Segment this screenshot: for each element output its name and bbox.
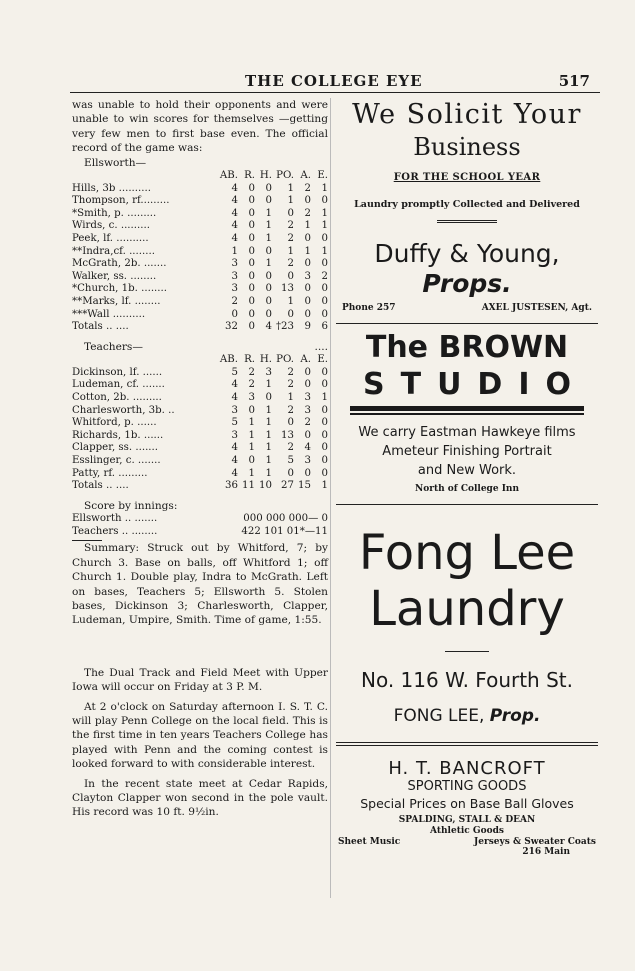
stat-cell: 0 <box>287 270 294 282</box>
stat-cell: 0 <box>321 366 328 378</box>
stat-cell: 0 <box>304 195 311 207</box>
innings-line: 000 000 000— 0 <box>243 513 328 525</box>
stat-cell: 3 <box>231 258 238 270</box>
totals-label: Totals .. .... <box>72 480 129 492</box>
stat-cell: 3 <box>304 404 311 416</box>
innings-line: 422 101 01*—11 <box>241 525 328 537</box>
stat-cell: 0 <box>321 454 328 466</box>
ad-service-line: Laundry promptly Collected and Delivered <box>354 199 580 210</box>
box-header-cell: E. <box>317 170 328 182</box>
stat-cell: 0 <box>248 207 255 219</box>
fong-prop-suffix: Prop. <box>489 705 541 726</box>
stat-cell: 0 <box>321 283 328 295</box>
stat-cell: 0 <box>248 245 255 257</box>
studio-line-3: and New Work. <box>417 462 517 478</box>
stat-cell: 1 <box>304 245 311 257</box>
stat-cell: 0 <box>321 429 328 441</box>
fong-title-1: Fong Lee <box>358 524 576 581</box>
stat-cell: 0 <box>287 467 294 479</box>
ad-separator <box>336 504 598 505</box>
stat-cell: 4 <box>231 207 238 219</box>
stat-cell: 1 <box>287 391 294 403</box>
player-name: Wirds, c. ......... <box>72 220 150 232</box>
stat-cell: 2 <box>287 220 294 232</box>
studio-line-1: We carry Eastman Hawkeye films <box>358 424 576 440</box>
stat-cell: 1 <box>248 442 255 454</box>
fong-rule <box>445 651 489 652</box>
team-label: Ellsworth— <box>84 156 147 169</box>
stat-cell: 0 <box>248 270 255 282</box>
right-column <box>336 98 598 858</box>
totals-cell: 32 <box>225 321 238 333</box>
box-player-row <box>72 379 328 392</box>
stat-cell: 0 <box>321 233 328 244</box>
stat-cell: 1 <box>265 429 272 441</box>
stat-cell: 1 <box>287 195 294 207</box>
stat-cell: 4 <box>231 391 238 403</box>
stat-cell: 1 <box>265 404 272 416</box>
box-score <box>72 156 328 539</box>
news-paragraph-1: The Dual Track and Field Meet with Upper Iowa will occur on Friday at 3 P. M. <box>72 666 328 694</box>
totals-cell: †23 <box>275 321 294 333</box>
team-name: Teachers— <box>84 340 143 353</box>
box-totals-row <box>72 321 328 334</box>
totals-cell: 1 <box>321 480 328 492</box>
stat-cell: 0 <box>321 442 328 454</box>
ad-separator-thin <box>336 745 598 746</box>
stat-cell: 1 <box>321 207 328 219</box>
stat-cell: 0 <box>287 417 294 429</box>
stat-cell: 2 <box>287 258 294 270</box>
stat-cell: 0 <box>287 308 294 320</box>
box-player-row <box>72 405 328 418</box>
player-name: Peek, lf. .......... <box>72 233 149 244</box>
box-player-row <box>72 271 328 284</box>
stat-cell: 3 <box>231 270 238 282</box>
box-header-blank <box>72 354 220 367</box>
stat-cell: 0 <box>304 308 311 320</box>
box-header-cell: A. <box>300 354 311 366</box>
fong-prop-name: FONG LEE, <box>393 705 485 726</box>
totals-cell: 4 <box>265 321 272 333</box>
stat-cell: 2 <box>287 233 294 244</box>
stat-cell: 0 <box>248 182 255 194</box>
game-summary: Summary: Struck out by Whitford, 7; by Church 3. Base on balls, off Whitford 1; off Church 1. Double play, Indra to McGrath. Left on bases, Teachers 5; Ellsworth 5. Stolen bases, Dickinson 3; Charlesworth, Clapper, Ludeman, Umpire, Smith. Time of game, 1:55. <box>72 542 328 627</box>
box-header-cell: H. <box>259 170 272 182</box>
stat-cell: 2 <box>231 295 238 307</box>
box-score-table <box>72 354 328 493</box>
stat-cell: 0 <box>248 454 255 466</box>
player-name: **Indra,cf. ........ <box>72 245 155 257</box>
player-name: *Church, 1b. ........ <box>72 283 168 295</box>
stat-cell: 0 <box>287 207 294 219</box>
stat-cell: 0 <box>265 391 272 403</box>
stat-cell: 4 <box>231 454 238 466</box>
stat-cell: 2 <box>304 417 311 429</box>
stat-cell: 4 <box>231 182 238 194</box>
box-player-row <box>72 468 328 481</box>
box-header-cell: A. <box>300 170 311 182</box>
stat-cell: 0 <box>248 258 255 270</box>
left-column <box>72 98 328 820</box>
stat-cell: 0 <box>265 195 272 207</box>
innings-score <box>72 513 328 538</box>
stat-cell: 0 <box>321 404 328 416</box>
ad-double-rule <box>437 220 497 225</box>
stat-cell: 4 <box>231 467 238 479</box>
box-header-cell: PO. <box>276 354 294 366</box>
box-player-row <box>72 220 328 233</box>
stat-cell: 0 <box>321 195 328 207</box>
stat-cell: 4 <box>231 442 238 454</box>
stat-cell: 0 <box>304 233 311 244</box>
box-player-row <box>72 430 328 443</box>
stat-cell: 1 <box>321 245 328 257</box>
box-player-row <box>72 455 328 468</box>
studio-title: The BROWN <box>365 330 569 365</box>
player-name: Cotton, 2b. ......... <box>72 391 162 403</box>
player-name: ***Wall .......... <box>72 308 146 320</box>
ad-subtitle: FOR THE SCHOOL YEAR <box>393 172 541 183</box>
studio-ad <box>336 330 598 494</box>
stat-cell: 1 <box>321 182 328 194</box>
stat-cell: 1 <box>287 245 294 257</box>
page-header <box>70 72 600 94</box>
stat-cell: 0 <box>321 417 328 429</box>
player-name: Esslinger, c. ....... <box>72 454 161 466</box>
stat-cell: 13 <box>281 283 294 295</box>
stat-cell: 1 <box>248 467 255 479</box>
box-score-table <box>72 170 328 334</box>
player-name: Richards, 1b. ...... <box>72 429 164 441</box>
stat-cell: 0 <box>304 283 311 295</box>
stat-cell: 0 <box>248 308 255 320</box>
player-name: Charlesworth, 3b. .. <box>72 404 175 416</box>
box-player-row <box>72 208 328 221</box>
player-name: **Marks, lf. ........ <box>72 295 161 307</box>
box-header-cell: H. <box>259 354 272 366</box>
stat-cell: 3 <box>231 283 238 295</box>
stat-cell: 0 <box>231 308 238 320</box>
ad-separator <box>336 742 598 743</box>
stat-cell: 0 <box>321 379 328 391</box>
stat-cell: 2 <box>287 379 294 391</box>
stat-cell: 1 <box>265 258 272 270</box>
box-player-row <box>72 283 328 296</box>
stat-cell: 0 <box>304 379 311 391</box>
box-header-cell: AB. <box>219 354 238 366</box>
totals-label: Totals .. .... <box>72 321 129 333</box>
stat-cell: 0 <box>265 308 272 320</box>
studio-bar-thin <box>350 413 584 415</box>
stat-cell: 1 <box>265 220 272 232</box>
box-header-cell: R. <box>244 170 255 182</box>
stat-cell: 4 <box>231 195 238 207</box>
player-name: *Smith, p. ......... <box>72 207 157 219</box>
studio-word: STUDIO <box>363 367 587 402</box>
box-player-row <box>72 258 328 271</box>
innings-team: Teachers .. ........ <box>72 525 158 537</box>
box-player-row <box>72 442 328 455</box>
stat-cell: 1 <box>321 391 328 403</box>
stat-cell: 1 <box>304 220 311 232</box>
stat-cell: 0 <box>265 295 272 307</box>
fong-lee-ad <box>336 525 598 726</box>
team-dots: .... <box>314 340 328 353</box>
ad-agent: AXEL JUSTESEN, Agt. <box>481 303 592 313</box>
studio-bar <box>350 406 584 411</box>
totals-cell: 11 <box>242 480 255 492</box>
fong-address: No. 116 W. Fourth St. <box>361 667 573 692</box>
bancroft-ad <box>336 758 598 858</box>
box-player-row <box>72 195 328 208</box>
totals-cell: 6 <box>321 321 328 333</box>
news-paragraph-2: At 2 o'clock on Saturday afternoon I. S. T. C. will play Penn College on the local field. This is the first time in ten years Teachers College has played with Penn and the coming contest is looked forward to with considerable interest. <box>72 700 328 771</box>
player-name: Patty, rf. ......... <box>72 467 148 479</box>
stat-cell: 2 <box>287 404 294 416</box>
stat-cell: 0 <box>248 195 255 207</box>
news-paragraph-3: In the recent state meet at Cedar Rapids, Clayton Clapper won second in the pole vault. His record was 10 ft. 9½in. <box>72 777 328 819</box>
player-name: Thompson, rf......... <box>72 195 170 207</box>
studio-line-2: Ameteur Finishing Portrait <box>382 443 552 459</box>
stat-cell: 4 <box>231 379 238 391</box>
totals-cell: 0 <box>248 321 255 333</box>
studio-location: North of College Inn <box>415 483 519 494</box>
stat-cell: 0 <box>248 233 255 244</box>
box-header-row <box>72 354 328 367</box>
player-name: Ludeman, cf. ....... <box>72 379 165 391</box>
player-name: Walker, ss. ........ <box>72 270 157 282</box>
ad-headline: We Solicit Your <box>352 99 582 130</box>
stat-cell: 1 <box>287 182 294 194</box>
innings-team: Ellsworth .. ....... <box>72 513 158 525</box>
proprietors-name: Duffy & Young, <box>374 239 560 268</box>
team-label <box>72 340 328 354</box>
box-header-cell: R. <box>244 354 255 366</box>
stat-cell: 5 <box>231 366 238 378</box>
box-player-row <box>72 296 328 309</box>
box-header-cell: PO. <box>276 170 294 182</box>
box-player-row <box>72 309 328 322</box>
stat-cell: 0 <box>248 404 255 416</box>
fong-title-2: Laundry <box>369 580 565 637</box>
stat-cell: 0 <box>304 366 311 378</box>
stat-cell: 5 <box>287 454 294 466</box>
box-player-row <box>72 246 328 259</box>
stat-cell: 1 <box>231 245 238 257</box>
stat-cell: 1 <box>321 220 328 232</box>
stat-cell: 2 <box>248 379 255 391</box>
stat-cell: 0 <box>304 295 311 307</box>
box-header-cell: AB. <box>219 170 238 182</box>
player-name: Clapper, ss. ....... <box>72 442 159 454</box>
journal-title: THE COLLEGE EYE <box>245 72 423 90</box>
stat-cell: 0 <box>265 270 272 282</box>
header-rule <box>70 92 600 93</box>
box-header-cell: E. <box>317 354 328 366</box>
stat-cell: 4 <box>231 233 238 244</box>
stat-cell: 1 <box>265 467 272 479</box>
stat-cell: 2 <box>304 182 311 194</box>
stat-cell: 0 <box>265 245 272 257</box>
stat-cell: 2 <box>287 442 294 454</box>
stat-cell: 0 <box>265 182 272 194</box>
stat-cell: 0 <box>248 283 255 295</box>
ad-separator <box>336 323 598 324</box>
player-name: McGrath, 2b. ....... <box>72 258 167 270</box>
stat-cell: 0 <box>304 429 311 441</box>
stat-cell: 1 <box>265 454 272 466</box>
stat-cell: 13 <box>281 429 294 441</box>
stat-cell: 0 <box>321 258 328 270</box>
stat-cell: 3 <box>248 391 255 403</box>
innings-row <box>72 526 328 539</box>
stat-cell: 4 <box>231 220 238 232</box>
stat-cell: 1 <box>265 417 272 429</box>
laundry-ad <box>336 98 598 313</box>
box-header-row <box>72 170 328 183</box>
stat-cell: 0 <box>265 283 272 295</box>
player-name: Whitford, p. ...... <box>72 417 157 429</box>
stat-cell: 1 <box>248 429 255 441</box>
box-player-row <box>72 233 328 246</box>
stat-cell: 0 <box>304 258 311 270</box>
bancroft-sub: SPORTING GOODS <box>407 778 527 794</box>
box-totals-row <box>72 480 328 493</box>
player-name: Hills, 3b .......... <box>72 182 151 194</box>
totals-cell: 9 <box>304 321 311 333</box>
stat-cell: 3 <box>304 391 311 403</box>
stat-cell: 1 <box>265 379 272 391</box>
stat-cell: 4 <box>304 442 311 454</box>
totals-cell: 15 <box>298 480 311 492</box>
box-player-row <box>72 183 328 196</box>
stat-cell: 2 <box>321 270 328 282</box>
totals-cell: 10 <box>259 480 272 492</box>
proprietors-suffix: Props. <box>422 269 512 298</box>
innings-label: Score by innings: <box>84 499 178 512</box>
stat-cell: 2 <box>304 207 311 219</box>
box-player-row <box>72 367 328 380</box>
bancroft-brands: SPALDING, STALL & DEAN <box>398 814 536 825</box>
stat-cell: 3 <box>304 270 311 282</box>
stat-cell: 0 <box>248 220 255 232</box>
bancroft-items <box>336 837 598 847</box>
bancroft-title: H. T. BANCROFT <box>388 757 546 779</box>
ad-contact-row <box>336 303 598 313</box>
stat-cell: 1 <box>287 295 294 307</box>
stat-cell: 3 <box>231 404 238 416</box>
stat-cell: 2 <box>248 366 255 378</box>
totals-cell: 27 <box>281 480 294 492</box>
ad-headline-2: Business <box>413 133 521 161</box>
bancroft-item-2: Jerseys & Sweater Coats <box>474 836 596 847</box>
stat-cell: 1 <box>265 442 272 454</box>
stat-cell: 0 <box>304 467 311 479</box>
bancroft-address: 216 Main <box>522 846 570 857</box>
stat-cell: 1 <box>248 417 255 429</box>
box-player-row <box>72 417 328 430</box>
fong-proprietor <box>336 706 598 726</box>
stat-cell: 0 <box>321 467 328 479</box>
box-player-row <box>72 392 328 405</box>
column-divider <box>330 98 331 898</box>
player-name: Dickinson, lf. ...... <box>72 366 163 378</box>
box-header-blank <box>72 170 220 183</box>
ad-proprietors <box>336 239 598 299</box>
stat-cell: 1 <box>265 207 272 219</box>
stat-cell: 5 <box>231 417 238 429</box>
innings-row <box>72 513 328 526</box>
totals-cell: 36 <box>225 480 238 492</box>
ad-phone: Phone 257 <box>342 303 396 313</box>
bancroft-line: Special Prices on Base Ball Gloves <box>360 795 574 811</box>
intro-paragraph: was unable to hold their opponents and were unable to win scores for themselves —getting very few men to first base even. The official record of the game was: <box>72 99 328 155</box>
stat-cell: 0 <box>321 295 328 307</box>
stat-cell: 3 <box>304 454 311 466</box>
page-number: 517 <box>558 72 590 90</box>
stat-cell: 3 <box>231 429 238 441</box>
bancroft-athletic: Athletic Goods <box>430 825 504 836</box>
stat-cell: 3 <box>265 366 272 378</box>
bancroft-item-1: Sheet Music <box>338 836 401 847</box>
stat-cell: 0 <box>321 308 328 320</box>
stat-cell: 0 <box>248 295 255 307</box>
stat-cell: 1 <box>265 233 272 244</box>
stat-cell: 2 <box>287 366 294 378</box>
